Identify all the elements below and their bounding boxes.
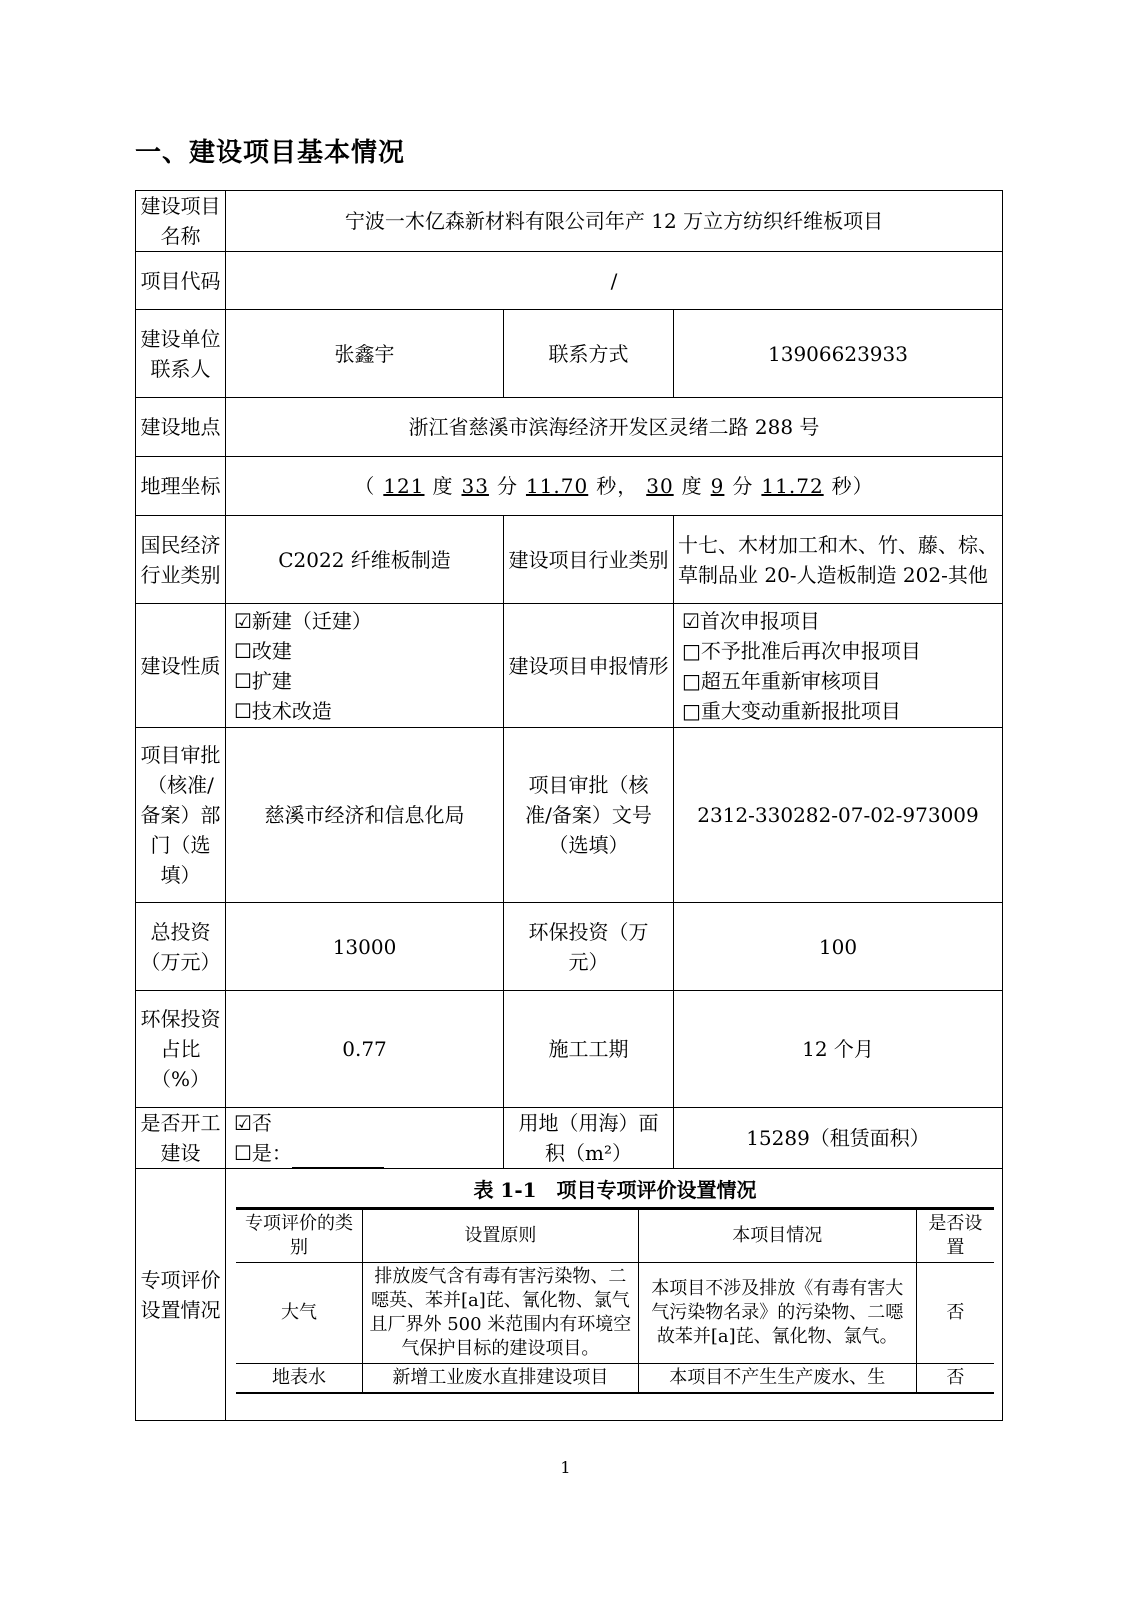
row-location xyxy=(136,398,1003,457)
deg-unit: 度 xyxy=(432,474,454,498)
cell-category: 大气 xyxy=(236,1263,363,1364)
lat-deg: 30 xyxy=(646,474,674,498)
label-coords: 地理坐标 xyxy=(136,457,226,516)
sec-close: 秒） xyxy=(831,474,874,498)
page-number: 1 xyxy=(560,1458,571,1477)
value-area: 15289（租赁面积） xyxy=(674,1108,1003,1169)
row-project-name xyxy=(136,191,1003,252)
label-phone: 联系方式 xyxy=(504,310,674,398)
label-declaration: 建设项目申报情形 xyxy=(504,604,674,728)
label-location: 建设地点 xyxy=(136,398,226,457)
row-started xyxy=(136,1108,1003,1169)
lon-sec: 11.70 xyxy=(525,474,589,498)
table-row xyxy=(236,1263,994,1364)
subtable-caption: 表 1-1 项目专项评价设置情况 xyxy=(473,1178,757,1202)
lat-sec: 11.72 xyxy=(761,474,824,498)
label-investment: 总投资（万元） xyxy=(136,903,226,991)
label-env-investment: 环保投资（万元） xyxy=(504,903,674,991)
lon-min: 33 xyxy=(461,474,489,498)
section-heading: 一、建设项目基本情况 xyxy=(135,138,406,168)
label-special: 专项评价设置情况 xyxy=(136,1169,226,1421)
label-nature: 建设性质 xyxy=(136,604,226,728)
min-unit-2: 分 xyxy=(732,474,754,498)
label-project-industry: 建设项目行业类别 xyxy=(504,516,674,604)
option-rebuild: ☐改建 xyxy=(234,638,292,663)
value-approval-dept: 慈溪市经济和信息化局 xyxy=(226,728,504,903)
option-major-change: □重大变动重新报批项目 xyxy=(682,698,901,723)
deg-unit-2: 度 xyxy=(681,474,703,498)
cell-principle: 排放废气含有毒有害污染物、二噁英、苯并[a]芘、氰化物、氯气且厂界外 500 米范围内有环境空气保护目标的建设项目。 xyxy=(363,1263,639,1364)
header-category: 专项评价的类别 xyxy=(236,1209,363,1263)
label-contact: 建设单位联系人 xyxy=(136,310,226,398)
subtable-header-row xyxy=(236,1209,994,1263)
option-new: ☑新建（迁建） xyxy=(234,608,372,633)
header-principle: 设置原则 xyxy=(363,1209,639,1263)
option-yes-wrap xyxy=(234,1138,499,1168)
option-yes: ☐是： xyxy=(234,1141,292,1165)
option-no: ☑否 xyxy=(234,1111,272,1135)
declaration-options xyxy=(674,604,1003,728)
option-five-years: □超五年重新审核项目 xyxy=(682,668,881,693)
label-industry: 国民经济行业类别 xyxy=(136,516,226,604)
label-period: 施工工期 xyxy=(504,991,674,1108)
header-situation: 本项目情况 xyxy=(638,1209,916,1263)
cell-principle: 新增工业废水直排建设项目 xyxy=(363,1364,639,1394)
value-coords xyxy=(226,457,1003,516)
nature-options xyxy=(226,604,504,728)
value-contact: 张鑫宇 xyxy=(226,310,504,398)
value-project-code: / xyxy=(226,252,1003,310)
row-coords xyxy=(136,457,1003,516)
started-options xyxy=(226,1108,504,1169)
sec-comma: 秒， xyxy=(596,474,639,498)
row-approval xyxy=(136,728,1003,903)
label-project-name: 建设项目名称 xyxy=(136,191,226,252)
value-project-name: 宁波一木亿森新材料有限公司年产 12 万立方纺织纤维板项目 xyxy=(226,191,1003,252)
label-approval-no: 项目审批（核准/备案）文号（选填） xyxy=(504,728,674,903)
cell-category: 地表水 xyxy=(236,1364,363,1394)
value-ratio: 0.77 xyxy=(226,991,504,1108)
row-investment xyxy=(136,903,1003,991)
value-env-investment: 100 xyxy=(674,903,1003,991)
option-resubmit: □不予批准后再次申报项目 xyxy=(682,638,921,663)
label-started: 是否开工建设 xyxy=(136,1108,226,1169)
yes-blank xyxy=(292,1147,384,1168)
value-period: 12 个月 xyxy=(674,991,1003,1108)
row-nature xyxy=(136,604,1003,728)
option-first: ☑首次申报项目 xyxy=(682,608,820,633)
lon-deg: 121 xyxy=(383,474,425,498)
value-industry: C2022 纤维板制造 xyxy=(226,516,504,604)
row-special xyxy=(136,1169,1003,1421)
table-row xyxy=(236,1364,994,1394)
row-contact xyxy=(136,310,1003,398)
lat-min: 9 xyxy=(710,474,725,498)
header-set: 是否设置 xyxy=(916,1209,994,1263)
row-industry xyxy=(136,516,1003,604)
value-location: 浙江省慈溪市滨海经济开发区灵绪二路 288 号 xyxy=(226,398,1003,457)
row-ratio xyxy=(136,991,1003,1108)
cell-situation: 本项目不产生生产废水、生 xyxy=(638,1364,916,1394)
cell-situation: 本项目不涉及排放《有毒有害大气污染物名录》的污染物、二噁故苯并[a]芘、氰化物、氯气。 xyxy=(638,1263,916,1364)
value-project-industry: 十七、木材加工和木、竹、藤、棕、草制品业 20-人造板制造 202-其他 xyxy=(674,516,1003,604)
label-project-code: 项目代码 xyxy=(136,252,226,310)
special-subtable-cell xyxy=(226,1169,1003,1421)
label-area: 用地（用海）面积（m²） xyxy=(504,1108,674,1169)
min-unit: 分 xyxy=(496,474,518,498)
row-project-code xyxy=(136,252,1003,310)
label-ratio: 环保投资占比（%） xyxy=(136,991,226,1108)
option-tech: ☐技术改造 xyxy=(234,698,332,723)
value-phone: 13906623933 xyxy=(674,310,1003,398)
label-approval-dept: 项目审批（核准/备案）部门（选填） xyxy=(136,728,226,903)
coords-open: （ xyxy=(354,474,376,498)
special-assessment-table xyxy=(236,1207,994,1394)
option-expand: ☐扩建 xyxy=(234,668,292,693)
value-approval-no: 2312-330282-07-02-973009 xyxy=(674,728,1003,903)
value-investment: 13000 xyxy=(226,903,504,991)
project-info-table xyxy=(135,190,1003,1421)
cell-set: 否 xyxy=(916,1364,994,1394)
cell-set: 否 xyxy=(916,1263,994,1364)
